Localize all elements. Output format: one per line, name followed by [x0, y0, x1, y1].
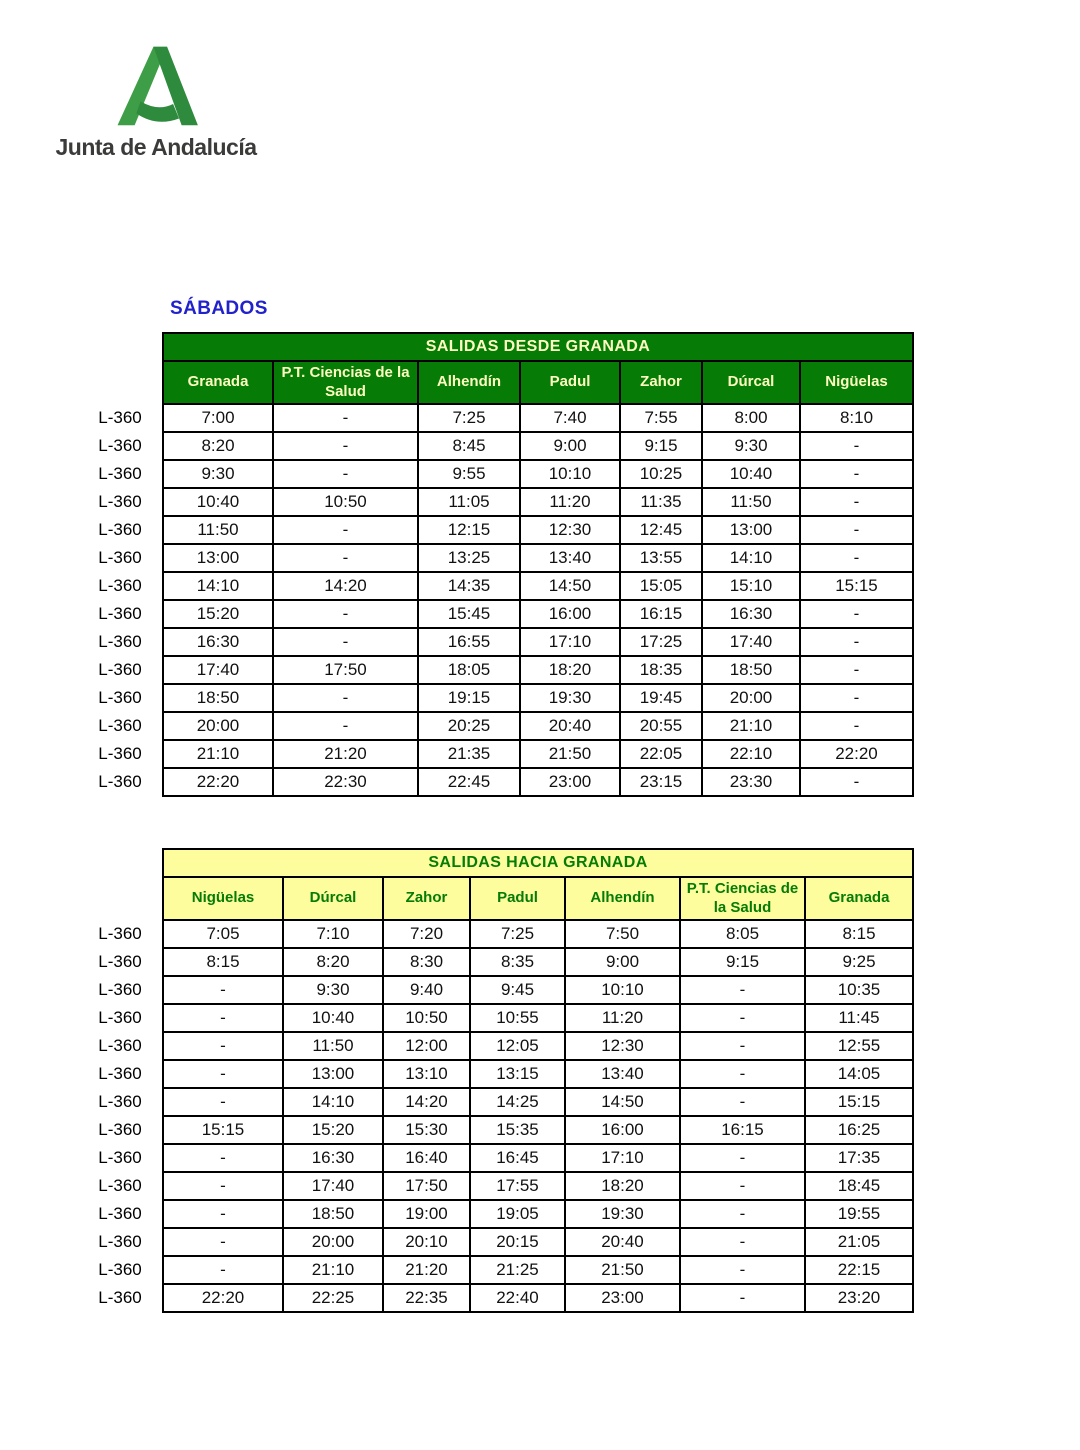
table-row [88, 1172, 913, 1200]
time-cell: 20:55 [620, 712, 702, 740]
time-cell: 21:35 [418, 740, 520, 768]
time-cell: - [163, 1144, 283, 1172]
time-cell: 15:45 [418, 600, 520, 628]
table-row [88, 1004, 913, 1032]
time-cell: 7:50 [565, 920, 680, 948]
table-row [88, 1032, 913, 1060]
time-cell: - [800, 600, 913, 628]
table-row [88, 656, 913, 684]
time-cell: 20:00 [163, 712, 273, 740]
gutter-cell [88, 361, 163, 404]
time-cell: 20:00 [702, 684, 800, 712]
time-cell: 13:15 [470, 1060, 565, 1088]
line-label: L-360 [98, 688, 142, 707]
time-cell: 18:35 [620, 656, 702, 684]
table-row [88, 712, 913, 740]
time-cell: 20:25 [418, 712, 520, 740]
column-header-row [88, 361, 913, 404]
time-cell: - [680, 1284, 805, 1312]
time-cell: 14:25 [470, 1088, 565, 1116]
column-header-6: Nigüelas [800, 361, 913, 404]
time-cell: 17:40 [283, 1172, 383, 1200]
time-cell: 22:20 [163, 1284, 283, 1312]
time-cell: - [163, 1004, 283, 1032]
time-cell: 13:00 [283, 1060, 383, 1088]
time-cell: 17:55 [470, 1172, 565, 1200]
time-cell: 21:10 [702, 712, 800, 740]
line-label: L-360 [98, 1092, 142, 1111]
line-label: L-360 [98, 1120, 142, 1139]
time-cell: 13:40 [520, 544, 620, 572]
line-label: L-360 [98, 1008, 142, 1027]
table-row [88, 920, 913, 948]
time-cell: - [800, 684, 913, 712]
time-cell: 20:00 [283, 1228, 383, 1256]
line-label: L-360 [98, 408, 142, 427]
time-cell: 13:40 [565, 1060, 680, 1088]
time-cell: - [163, 976, 283, 1004]
time-cell: 11:50 [163, 516, 273, 544]
time-cell: 14:20 [383, 1088, 470, 1116]
column-header-0: Nigüelas [163, 877, 283, 920]
time-cell: 23:00 [565, 1284, 680, 1312]
column-header-1: Dúrcal [283, 877, 383, 920]
table-row [88, 600, 913, 628]
time-cell: 15:35 [470, 1116, 565, 1144]
time-cell: 7:00 [163, 404, 273, 432]
time-cell: 10:40 [163, 488, 273, 516]
time-cell: 14:10 [163, 572, 273, 600]
time-cell: 23:15 [620, 768, 702, 796]
time-cell: 13:25 [418, 544, 520, 572]
table-row [88, 948, 913, 976]
time-cell: 7:40 [520, 404, 620, 432]
time-cell: 14:10 [702, 544, 800, 572]
time-cell: - [800, 460, 913, 488]
table-row [88, 1200, 913, 1228]
time-cell: 15:10 [702, 572, 800, 600]
time-cell: 13:00 [163, 544, 273, 572]
time-cell: 19:30 [520, 684, 620, 712]
time-cell: 20:40 [520, 712, 620, 740]
time-cell: 12:00 [383, 1032, 470, 1060]
line-label: L-360 [98, 744, 142, 763]
time-cell: - [800, 516, 913, 544]
time-cell: - [800, 488, 913, 516]
time-cell: - [680, 1032, 805, 1060]
time-cell: 8:15 [805, 920, 913, 948]
time-cell: 13:00 [702, 516, 800, 544]
junta-andalucia-a-icon [109, 42, 203, 130]
timetable-salidas-hacia-granada [88, 848, 914, 1313]
time-cell: 17:40 [163, 656, 273, 684]
time-cell: 14:05 [805, 1060, 913, 1088]
table-title-row [88, 849, 913, 877]
time-cell: 10:55 [470, 1004, 565, 1032]
time-cell: 7:05 [163, 920, 283, 948]
time-cell: 16:55 [418, 628, 520, 656]
time-cell: - [680, 1256, 805, 1284]
time-cell: - [273, 404, 418, 432]
time-cell: 7:20 [383, 920, 470, 948]
column-header-5: Dúrcal [702, 361, 800, 404]
time-cell: 14:50 [520, 572, 620, 600]
time-cell: 21:20 [383, 1256, 470, 1284]
time-cell: 16:30 [283, 1144, 383, 1172]
table-row [88, 976, 913, 1004]
time-cell: 16:00 [565, 1116, 680, 1144]
line-label: L-360 [98, 520, 142, 539]
gutter-cell [88, 849, 163, 877]
table-row [88, 572, 913, 600]
time-cell: 21:10 [283, 1256, 383, 1284]
time-cell: 10:50 [273, 488, 418, 516]
time-cell: 21:25 [470, 1256, 565, 1284]
table-row [88, 740, 913, 768]
time-cell: 19:55 [805, 1200, 913, 1228]
time-cell: 21:05 [805, 1228, 913, 1256]
time-cell: - [273, 460, 418, 488]
time-cell: 16:25 [805, 1116, 913, 1144]
time-cell: - [273, 544, 418, 572]
time-cell: 10:10 [520, 460, 620, 488]
time-cell: 12:30 [520, 516, 620, 544]
time-cell: - [273, 628, 418, 656]
time-cell: 16:45 [470, 1144, 565, 1172]
column-header-0: Granada [163, 361, 273, 404]
time-cell: - [800, 628, 913, 656]
time-cell: - [680, 1004, 805, 1032]
table-row [88, 460, 913, 488]
time-cell: - [680, 1172, 805, 1200]
time-cell: 20:15 [470, 1228, 565, 1256]
time-cell: 11:45 [805, 1004, 913, 1032]
time-cell: 8:15 [163, 948, 283, 976]
column-header-6: Granada [805, 877, 913, 920]
time-cell: 15:20 [283, 1116, 383, 1144]
time-cell: 18:50 [702, 656, 800, 684]
time-cell: 9:55 [418, 460, 520, 488]
time-cell: 17:50 [273, 656, 418, 684]
time-cell: 16:40 [383, 1144, 470, 1172]
time-cell: 7:25 [470, 920, 565, 948]
time-cell: - [680, 976, 805, 1004]
time-cell: 13:55 [620, 544, 702, 572]
line-label: L-360 [98, 980, 142, 999]
column-header-2: Alhendín [418, 361, 520, 404]
table-row [88, 516, 913, 544]
time-cell: 16:30 [163, 628, 273, 656]
time-cell: 16:15 [680, 1116, 805, 1144]
gutter-cell [88, 877, 163, 920]
time-cell: - [800, 768, 913, 796]
time-cell: 8:35 [470, 948, 565, 976]
time-cell: - [800, 432, 913, 460]
line-label: L-360 [98, 952, 142, 971]
time-cell: 22:20 [800, 740, 913, 768]
time-cell: 19:00 [383, 1200, 470, 1228]
line-label: L-360 [98, 924, 142, 943]
table-row [88, 432, 913, 460]
time-cell: 7:10 [283, 920, 383, 948]
column-header-5: P.T. Ciencias de la Salud [680, 877, 805, 920]
column-header-3: Padul [520, 361, 620, 404]
time-cell: 22:15 [805, 1256, 913, 1284]
time-cell: 23:30 [702, 768, 800, 796]
time-cell: 12:05 [470, 1032, 565, 1060]
time-cell: 8:10 [800, 404, 913, 432]
time-cell: 22:35 [383, 1284, 470, 1312]
time-cell: 11:35 [620, 488, 702, 516]
time-cell: 10:35 [805, 976, 913, 1004]
time-cell: 14:20 [273, 572, 418, 600]
time-cell: 17:40 [702, 628, 800, 656]
time-cell: 23:00 [520, 768, 620, 796]
time-cell: 18:05 [418, 656, 520, 684]
time-cell: - [163, 1032, 283, 1060]
line-label: L-360 [98, 1204, 142, 1223]
time-cell: - [163, 1200, 283, 1228]
time-cell: 12:30 [565, 1032, 680, 1060]
time-cell: 10:25 [620, 460, 702, 488]
time-cell: 14:35 [418, 572, 520, 600]
time-cell: 10:40 [283, 1004, 383, 1032]
time-cell: 18:50 [163, 684, 273, 712]
time-cell: 20:40 [565, 1228, 680, 1256]
time-cell: 23:20 [805, 1284, 913, 1312]
column-header-4: Alhendín [565, 877, 680, 920]
time-cell: 15:15 [805, 1088, 913, 1116]
table-row [88, 1256, 913, 1284]
line-label: L-360 [98, 1036, 142, 1055]
line-label: L-360 [98, 1176, 142, 1195]
table-row [88, 1088, 913, 1116]
time-cell: 8:20 [163, 432, 273, 460]
column-header-1: P.T. Ciencias de la Salud [273, 361, 418, 404]
time-cell: 15:05 [620, 572, 702, 600]
time-cell: - [800, 712, 913, 740]
table-row [88, 1060, 913, 1088]
line-label: L-360 [98, 1148, 142, 1167]
time-cell: 8:30 [383, 948, 470, 976]
column-header-4: Zahor [620, 361, 702, 404]
line-label: L-360 [98, 548, 142, 567]
junta-andalucia-logo [50, 42, 262, 161]
time-cell: - [800, 544, 913, 572]
line-label: L-360 [98, 772, 142, 791]
line-label: L-360 [98, 632, 142, 651]
time-cell: 17:25 [620, 628, 702, 656]
time-cell: - [680, 1228, 805, 1256]
time-cell: 17:35 [805, 1144, 913, 1172]
gutter-cell [88, 333, 163, 361]
line-label: L-360 [98, 1288, 142, 1307]
time-cell: 14:50 [565, 1088, 680, 1116]
time-cell: - [273, 684, 418, 712]
time-cell: - [800, 656, 913, 684]
time-cell: - [680, 1200, 805, 1228]
table-row [88, 628, 913, 656]
time-cell: 14:10 [283, 1088, 383, 1116]
time-cell: 9:30 [702, 432, 800, 460]
table-title-row [88, 333, 913, 361]
line-label: L-360 [98, 716, 142, 735]
time-cell: - [163, 1256, 283, 1284]
time-cell: 22:25 [283, 1284, 383, 1312]
time-cell: 15:15 [163, 1116, 283, 1144]
line-label: L-360 [98, 436, 142, 455]
time-cell: 9:00 [520, 432, 620, 460]
time-cell: 12:55 [805, 1032, 913, 1060]
time-cell: - [680, 1144, 805, 1172]
time-cell: 9:40 [383, 976, 470, 1004]
time-cell: - [273, 712, 418, 740]
time-cell: - [163, 1172, 283, 1200]
time-cell: 8:45 [418, 432, 520, 460]
time-cell: 9:45 [470, 976, 565, 1004]
table-row [88, 544, 913, 572]
time-cell: 13:10 [383, 1060, 470, 1088]
table-row [88, 768, 913, 796]
time-cell: 9:30 [163, 460, 273, 488]
time-cell: 11:50 [283, 1032, 383, 1060]
time-cell: 8:20 [283, 948, 383, 976]
time-cell: 16:00 [520, 600, 620, 628]
time-cell: 20:10 [383, 1228, 470, 1256]
time-cell: 19:45 [620, 684, 702, 712]
time-cell: - [163, 1060, 283, 1088]
time-cell: 7:55 [620, 404, 702, 432]
time-cell: 8:00 [702, 404, 800, 432]
table-title: SALIDAS DESDE GRANADA [163, 333, 913, 361]
time-cell: 21:50 [520, 740, 620, 768]
line-label: L-360 [98, 464, 142, 483]
table-row [88, 1116, 913, 1144]
time-cell: 18:50 [283, 1200, 383, 1228]
time-cell: 15:30 [383, 1116, 470, 1144]
time-cell: 18:20 [520, 656, 620, 684]
time-cell: 22:40 [470, 1284, 565, 1312]
time-cell: - [273, 432, 418, 460]
timetable-salidas-desde-granada [88, 332, 914, 797]
time-cell: 9:15 [620, 432, 702, 460]
time-cell: - [273, 516, 418, 544]
time-cell: 22:10 [702, 740, 800, 768]
time-cell: 17:10 [565, 1144, 680, 1172]
time-cell: 10:50 [383, 1004, 470, 1032]
time-cell: 11:20 [565, 1004, 680, 1032]
time-cell: - [163, 1228, 283, 1256]
time-cell: 22:20 [163, 768, 273, 796]
line-label: L-360 [98, 576, 142, 595]
time-cell: 15:15 [800, 572, 913, 600]
line-label: L-360 [98, 1260, 142, 1279]
time-cell: 21:20 [273, 740, 418, 768]
time-cell: - [680, 1060, 805, 1088]
time-cell: 9:15 [680, 948, 805, 976]
table-row [88, 1284, 913, 1312]
time-cell: 12:15 [418, 516, 520, 544]
time-cell: - [163, 1088, 283, 1116]
line-label: L-360 [98, 1064, 142, 1083]
column-header-3: Padul [470, 877, 565, 920]
time-cell: 17:10 [520, 628, 620, 656]
time-cell: - [273, 600, 418, 628]
time-cell: 16:15 [620, 600, 702, 628]
column-header-2: Zahor [383, 877, 470, 920]
time-cell: - [680, 1088, 805, 1116]
time-cell: 22:05 [620, 740, 702, 768]
line-label: L-360 [98, 604, 142, 623]
time-cell: 17:50 [383, 1172, 470, 1200]
column-header-row [88, 877, 913, 920]
section-title: SÁBADOS [170, 298, 268, 319]
logo-text: Junta de Andalucía [55, 134, 257, 160]
time-cell: 19:30 [565, 1200, 680, 1228]
time-cell: 18:45 [805, 1172, 913, 1200]
line-label: L-360 [98, 492, 142, 511]
table-row [88, 488, 913, 516]
line-label: L-360 [98, 1232, 142, 1251]
time-cell: 7:25 [418, 404, 520, 432]
time-cell: 9:25 [805, 948, 913, 976]
table-row [88, 684, 913, 712]
table-row [88, 404, 913, 432]
time-cell: 10:10 [565, 976, 680, 1004]
time-cell: 8:05 [680, 920, 805, 948]
time-cell: 9:00 [565, 948, 680, 976]
time-cell: 21:10 [163, 740, 273, 768]
time-cell: 15:20 [163, 600, 273, 628]
time-cell: 16:30 [702, 600, 800, 628]
time-cell: 12:45 [620, 516, 702, 544]
time-cell: 22:45 [418, 768, 520, 796]
table-title: SALIDAS HACIA GRANADA [163, 849, 913, 877]
time-cell: 22:30 [273, 768, 418, 796]
time-cell: 18:20 [565, 1172, 680, 1200]
table-row [88, 1228, 913, 1256]
time-cell: 11:05 [418, 488, 520, 516]
time-cell: 11:20 [520, 488, 620, 516]
time-cell: 9:30 [283, 976, 383, 1004]
time-cell: 11:50 [702, 488, 800, 516]
time-cell: 10:40 [702, 460, 800, 488]
time-cell: 19:05 [470, 1200, 565, 1228]
time-cell: 19:15 [418, 684, 520, 712]
line-label: L-360 [98, 660, 142, 679]
table-row [88, 1144, 913, 1172]
time-cell: 21:50 [565, 1256, 680, 1284]
